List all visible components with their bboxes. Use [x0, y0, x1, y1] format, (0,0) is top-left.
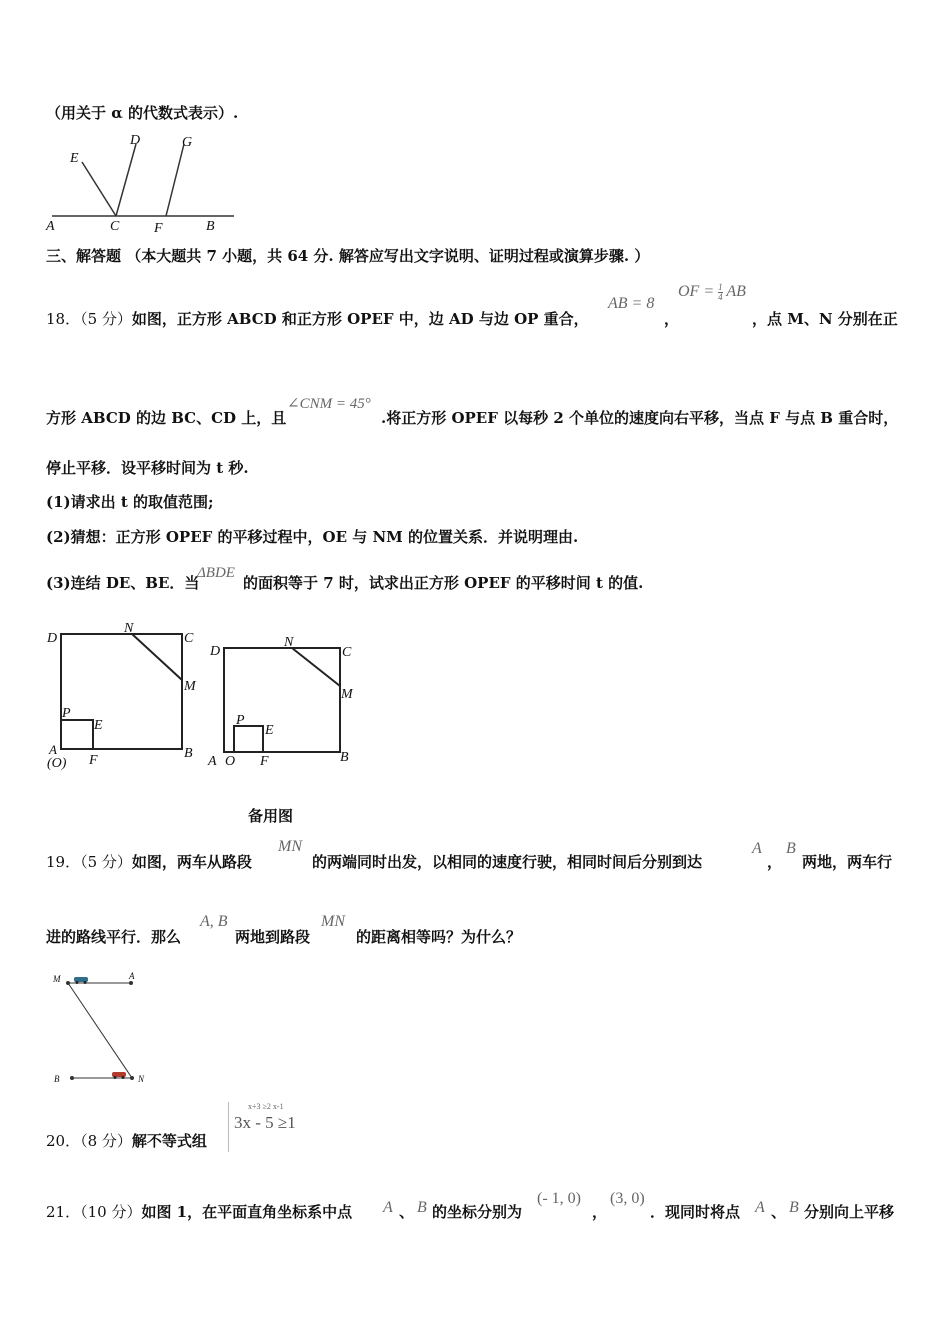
- label-a: A: [49, 742, 57, 757]
- label-e: E: [70, 151, 79, 166]
- q21-number: 21．（10 分）: [46, 1203, 142, 1221]
- q20-ineq-1: x+3 ≥2 x-1: [248, 1102, 284, 1111]
- q18-part2: (2)猜想：正方形 OPEF 的平移过程中，OE 与 NM 的位置关系．并说明理由.: [46, 528, 579, 546]
- label-d: D: [130, 133, 141, 148]
- label-m: M: [53, 974, 61, 984]
- label-f: F: [260, 754, 269, 769]
- label-d: D: [47, 631, 58, 646]
- q20-inequality-system: [228, 1102, 296, 1152]
- square-abcd: [61, 634, 182, 749]
- q21-math-a: A: [383, 1199, 393, 1216]
- label-p: P: [62, 706, 71, 721]
- q21-text-1: 如图 1，在平面直角坐标系中点: [141, 1203, 353, 1221]
- q20-number: 20．（8 分）: [46, 1132, 132, 1150]
- q19-text-2a: 进的路线平行．那么: [46, 928, 182, 946]
- label-e: E: [94, 718, 103, 733]
- label-a: A: [46, 219, 55, 234]
- label-a: A: [208, 754, 217, 769]
- square-opef: [61, 720, 93, 749]
- label-m: M: [184, 679, 196, 694]
- q21-dun: 、: [399, 1203, 415, 1221]
- ray-ce: [82, 162, 116, 216]
- q19-sep: ，: [767, 853, 783, 871]
- q21-text-3: ．现同时将点: [650, 1203, 741, 1221]
- q21-text-4: 分别向上平移: [804, 1203, 895, 1221]
- label-g: G: [182, 135, 193, 150]
- q20-ineq-2: 3x - 5 ≥1: [234, 1113, 296, 1132]
- q21-line1: [46, 1202, 352, 1222]
- ray-cd: [116, 144, 136, 216]
- label-c: C: [184, 631, 194, 646]
- q19-text-1a: 如图，两车从路段: [131, 853, 252, 871]
- q18-line1: [46, 309, 589, 329]
- q18-text-2a: 方形 ABCD 的边 BC、CD 上，且: [46, 409, 287, 427]
- q21-math-a2: A: [755, 1199, 765, 1216]
- q18-part3a: (3)连结 DE、BE．当: [46, 574, 200, 592]
- label-b: B: [184, 746, 193, 761]
- square-opef: [234, 726, 263, 752]
- q21-text-2: 的坐标分别为: [432, 1203, 523, 1221]
- q18-figure-left: [44, 620, 214, 775]
- label-c: C: [110, 219, 120, 234]
- q19-math-mn: MN: [278, 838, 302, 855]
- q21-coord-b: (3, 0): [610, 1190, 645, 1207]
- label-d: D: [210, 644, 221, 659]
- q18-text-1a: 如图，正方形 ABCD 和正方形 OPEF 中，边 AD 与边 OP 重合，: [131, 310, 589, 328]
- q21-math-b2: B: [789, 1199, 799, 1216]
- q19-line1: [46, 852, 252, 872]
- q19-text-2b: 两地到路段: [235, 928, 311, 946]
- segment-nm: [292, 648, 340, 686]
- q19-text-1b: 的两端同时出发，以相同的速度行驶，相同时间后分别到达: [312, 853, 703, 871]
- q19-number: 19．（5 分）: [46, 853, 132, 871]
- label-p: P: [236, 713, 245, 728]
- q18-part3b: 的面积等于 7 时，试求出正方形 OPEF 的平移时间 t 的值.: [243, 574, 644, 592]
- segment-nm: [132, 634, 182, 680]
- intro-line: （用关于 α 的代数式表示）.: [46, 104, 239, 122]
- q19-figure: [48, 968, 158, 1090]
- section-header: 三、解答题 （本大题共 7 小题，共 64 分. 解答应写出文字说明、证明过程或演算步骤. ）: [46, 247, 650, 265]
- q18-part1: (1)请求出 t 的取值范围;: [46, 493, 214, 511]
- q19-math-a: A: [752, 840, 762, 857]
- q18-text-3: 停止平移．设平移时间为 t 秒.: [46, 459, 249, 477]
- label-n: N: [138, 1074, 145, 1084]
- q19-text-2c: 的距离相等吗？为什么？: [356, 928, 522, 946]
- label-f: F: [89, 753, 98, 768]
- q19-text-1c: 两地，两车行: [802, 853, 893, 871]
- label-o: (O): [47, 756, 67, 771]
- q18-math-ab: AB = 8: [608, 295, 655, 312]
- q18-comma: ，: [664, 310, 680, 328]
- square-abcd: [224, 648, 340, 752]
- label-n: N: [284, 635, 294, 650]
- q19-math-ab: A, B: [200, 913, 228, 930]
- q20-text: 解不等式组: [131, 1132, 207, 1150]
- label-c: C: [342, 645, 352, 660]
- road-mn: [68, 983, 132, 1078]
- angle-figure: [44, 130, 244, 240]
- q18-text-1b: ，点 M、N 分别在正: [752, 310, 898, 328]
- q19-math-b: B: [786, 840, 796, 857]
- label-a: A: [129, 971, 135, 981]
- q18-text-2b: .将正方形 OPEF 以每秒 2 个单位的速度向右平移，当点 F 与点 B 重合时，: [381, 409, 899, 427]
- ray-fg: [166, 144, 184, 216]
- label-n: N: [124, 621, 134, 636]
- q21-sep: ，: [592, 1203, 608, 1221]
- q18-figure-right: [204, 632, 364, 777]
- q18-figure-caption: 备用图: [248, 807, 294, 825]
- q20-line: [46, 1131, 207, 1151]
- label-f: F: [154, 221, 163, 236]
- q21-dun2: 、: [771, 1203, 787, 1221]
- q21-math-b: B: [417, 1199, 427, 1216]
- label-m: M: [341, 687, 353, 702]
- q18-number: 18．（5 分）: [46, 310, 132, 328]
- q19-math-mn2: MN: [321, 913, 345, 930]
- q18-math-cnm: ∠CNM = 45°: [287, 396, 371, 412]
- label-b: B: [54, 1074, 60, 1084]
- q21-coord-a: (- 1, 0): [537, 1190, 581, 1207]
- label-e: E: [265, 723, 274, 738]
- label-b: B: [206, 219, 215, 234]
- label-o: O: [225, 754, 236, 769]
- label-b: B: [340, 750, 349, 765]
- q18-math-bde: ΔBDE: [197, 565, 235, 581]
- q18-math-of: OF = $\frac{1}{4}$ AB: [678, 282, 746, 302]
